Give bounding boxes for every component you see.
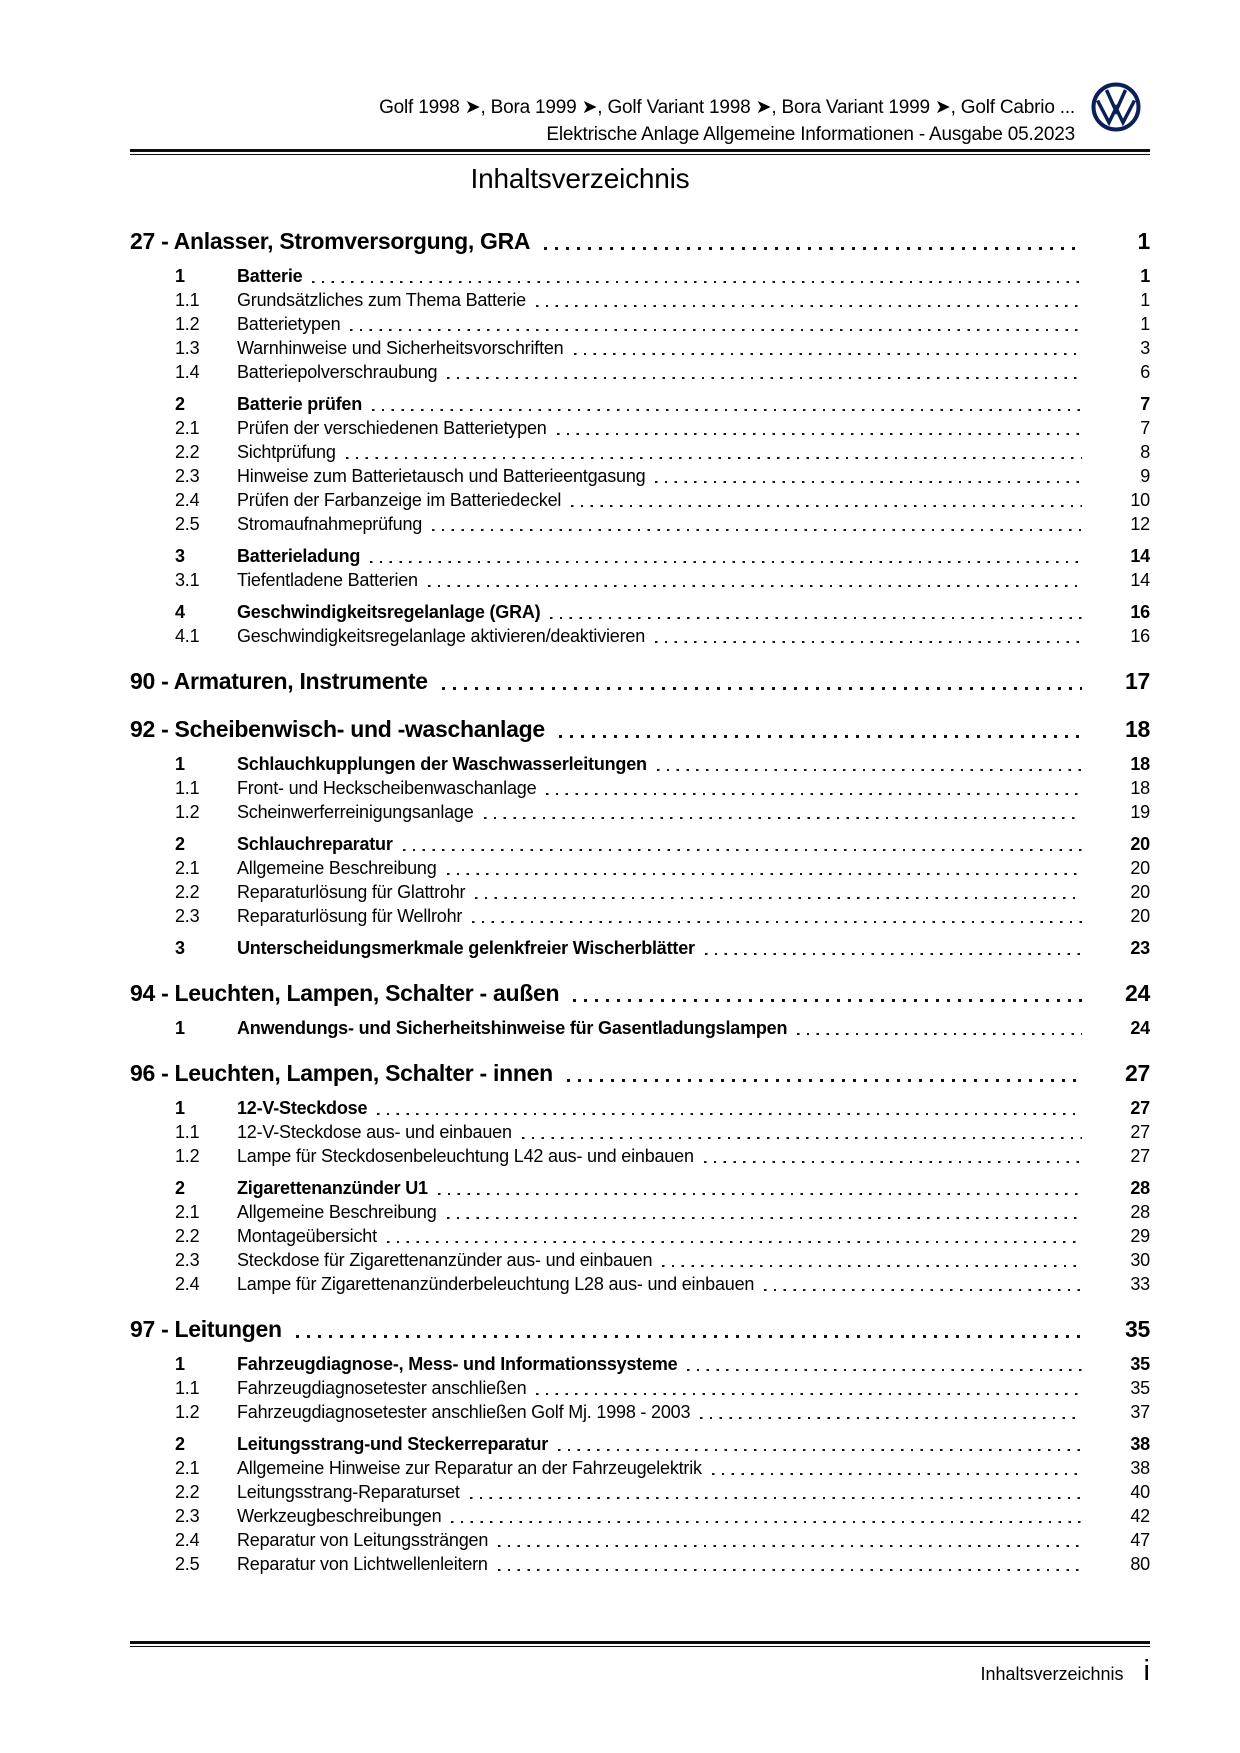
entry-page-number: 1 xyxy=(1140,314,1150,334)
toc-chapter xyxy=(130,978,1150,1040)
entry-number: 2.1 xyxy=(175,1458,200,1478)
toc-entry[interactable] xyxy=(175,1272,1150,1296)
toc-entry[interactable] xyxy=(175,1120,1150,1144)
entry-title: Allgemeine Beschreibung xyxy=(237,1202,437,1222)
dot-leader xyxy=(700,1417,1082,1419)
entry-number: 1 xyxy=(175,266,185,286)
dot-leader xyxy=(346,457,1082,459)
dot-leader xyxy=(451,1521,1082,1523)
toc-entry[interactable] xyxy=(175,1224,1150,1248)
dot-leader xyxy=(797,1033,1082,1035)
entry-number: 1.3 xyxy=(175,338,200,358)
toc-chapter-heading[interactable] xyxy=(130,666,1150,696)
dot-leader xyxy=(438,1193,1082,1195)
entry-page-number: 40 xyxy=(1130,1482,1150,1502)
header-models-line: Golf 1998 ➤, Bora 1999 ➤, Golf Variant 1998 ➤, Bora Variant 1999 ➤, Golf Cabrio ... xyxy=(379,97,1075,118)
entry-page-number: 37 xyxy=(1130,1402,1150,1422)
toc-chapter-heading[interactable] xyxy=(130,226,1150,256)
page-header xyxy=(130,94,1075,148)
dot-leader xyxy=(522,1137,1082,1139)
toc-entry[interactable] xyxy=(175,1504,1150,1528)
entry-number: 2 xyxy=(175,1434,185,1454)
toc-entry[interactable] xyxy=(175,1432,1150,1456)
entry-number: 1 xyxy=(175,1018,185,1038)
entry-page-number: 16 xyxy=(1130,602,1150,622)
toc-entry[interactable] xyxy=(175,1352,1150,1376)
toc-entry[interactable] xyxy=(175,800,1150,824)
entry-number: 2 xyxy=(175,1178,185,1198)
toc-entry[interactable] xyxy=(175,832,1150,856)
dot-leader xyxy=(536,305,1082,307)
dot-leader xyxy=(370,561,1082,563)
entry-page-number: 14 xyxy=(1130,546,1150,566)
entry-page-number: 16 xyxy=(1130,626,1150,646)
entry-page-number: 35 xyxy=(1130,1378,1150,1398)
toc-chapter xyxy=(130,714,1150,960)
toc-entry[interactable] xyxy=(175,776,1150,800)
entry-title: Fahrzeugdiagnosetester anschließen xyxy=(237,1378,527,1398)
footer-page-number: i xyxy=(1143,1655,1150,1687)
entry-page-number: 27 xyxy=(1130,1098,1150,1118)
toc-entry[interactable] xyxy=(175,1400,1150,1424)
toc-entry[interactable] xyxy=(175,1096,1150,1120)
entry-page-number: 80 xyxy=(1130,1554,1150,1574)
dot-leader xyxy=(447,377,1082,379)
toc-entry[interactable] xyxy=(175,1144,1150,1168)
entry-title: Leitungsstrang-Reparaturset xyxy=(237,1482,460,1502)
dot-leader xyxy=(574,353,1083,355)
dot-leader xyxy=(687,1369,1082,1371)
entry-page-number: 7 xyxy=(1140,418,1150,438)
entry-title: Fahrzeugdiagnosetester anschließen Golf Mj. 1998 - 2003 xyxy=(237,1402,691,1422)
entry-number: 1.1 xyxy=(175,1122,200,1142)
entry-title: Schlauchreparatur xyxy=(237,834,393,854)
entry-number: 2.4 xyxy=(175,490,200,510)
entry-number: 3 xyxy=(175,546,185,566)
entry-page-number: 35 xyxy=(1130,1354,1150,1374)
entry-page-number: 38 xyxy=(1130,1458,1150,1478)
entry-number: 1 xyxy=(175,1098,185,1118)
entry-page-number: 1 xyxy=(1140,266,1150,286)
dot-leader xyxy=(372,409,1082,411)
entry-title: Hinweise zum Batterietausch und Batterieentgasung xyxy=(237,466,646,486)
entry-number: 2.1 xyxy=(175,858,200,878)
toc-chapter-heading[interactable] xyxy=(130,978,1150,1008)
dot-leader xyxy=(544,247,1082,250)
entry-title: Prüfen der Farbanzeige im Batteriedeckel xyxy=(237,490,562,510)
entry-title: Prüfen der verschiedenen Batterietypen xyxy=(237,418,547,438)
toc-entry[interactable] xyxy=(175,936,1150,960)
toc-chapter xyxy=(130,666,1150,696)
entry-number: 1 xyxy=(175,754,185,774)
dot-leader xyxy=(550,617,1082,619)
entry-page-number: 8 xyxy=(1140,442,1150,462)
entry-number: 1 xyxy=(175,1354,185,1374)
entry-number: 2.5 xyxy=(175,1554,200,1574)
dot-leader xyxy=(470,1497,1082,1499)
page-title: Inhaltsverzeichnis xyxy=(470,163,690,194)
dot-leader xyxy=(704,1161,1082,1163)
toc-entry[interactable] xyxy=(175,1376,1150,1400)
toc-entry[interactable] xyxy=(175,416,1150,440)
entry-page-number: 19 xyxy=(1130,802,1150,822)
chapter-entries xyxy=(130,1016,1150,1040)
entry-page-number: 38 xyxy=(1130,1434,1150,1454)
entry-number: 1.2 xyxy=(175,314,200,334)
toc-entry[interactable] xyxy=(175,568,1150,592)
dot-leader xyxy=(350,329,1082,331)
dot-leader xyxy=(498,1545,1082,1547)
entry-number: 3 xyxy=(175,938,185,958)
entry-title: Anwendungs- und Sicherheitshinweise für Gasentladungslampen xyxy=(237,1018,788,1038)
dot-leader xyxy=(657,769,1082,771)
entry-page-number: 27 xyxy=(1130,1146,1150,1166)
dot-leader xyxy=(558,1449,1082,1451)
entry-title: Grundsätzliches zum Thema Batterie xyxy=(237,290,526,310)
entry-title: Schlauchkupplungen der Waschwasserleitungen xyxy=(237,754,647,774)
entry-number: 2.4 xyxy=(175,1274,200,1294)
chapter-label: 96 - Leuchten, Lampen, Schalter - innen xyxy=(130,1060,553,1086)
entry-number: 1.4 xyxy=(175,362,200,382)
entry-page-number: 30 xyxy=(1130,1250,1150,1270)
footer-divider xyxy=(130,1641,1150,1647)
entry-page-number: 12 xyxy=(1130,514,1150,534)
entry-page-number: 20 xyxy=(1130,858,1150,878)
entry-title: Werkzeugbeschreibungen xyxy=(237,1506,442,1526)
entry-number: 2.1 xyxy=(175,418,200,438)
dot-leader xyxy=(447,873,1082,875)
entry-number: 4 xyxy=(175,602,185,622)
chapter-label: 94 - Leuchten, Lampen, Schalter - außen xyxy=(130,980,560,1006)
entry-number: 1.1 xyxy=(175,778,200,798)
footer-label: Inhaltsverzeichnis xyxy=(980,1664,1124,1684)
toc-chapter xyxy=(130,1058,1150,1296)
entry-page-number: 18 xyxy=(1130,754,1150,774)
entry-title: Batterietypen xyxy=(237,314,341,334)
chapter-page-number: 18 xyxy=(1125,716,1150,742)
toc-entry[interactable] xyxy=(175,1480,1150,1504)
toc-entry[interactable] xyxy=(175,1016,1150,1040)
entry-page-number: 3 xyxy=(1140,338,1150,358)
entry-page-number: 6 xyxy=(1140,362,1150,382)
entry-page-number: 47 xyxy=(1130,1530,1150,1550)
dot-leader xyxy=(484,817,1082,819)
dot-leader xyxy=(428,585,1082,587)
toc-entry[interactable] xyxy=(175,624,1150,648)
entry-title: Scheinwerferreinigungsanlage xyxy=(237,802,474,822)
toc-chapter-heading[interactable] xyxy=(130,714,1150,744)
entry-page-number: 28 xyxy=(1130,1202,1150,1222)
dot-leader xyxy=(432,529,1082,531)
entry-title: Zigarettenanzünder U1 xyxy=(237,1178,428,1198)
dot-leader xyxy=(447,1217,1082,1219)
toc-entry[interactable] xyxy=(175,464,1150,488)
dot-leader xyxy=(764,1289,1082,1291)
entry-number: 1.2 xyxy=(175,1402,200,1422)
dot-leader xyxy=(475,897,1082,899)
entry-title: Fahrzeugdiagnose-, Mess- und Informationssysteme xyxy=(237,1354,678,1374)
toc-entry[interactable] xyxy=(175,336,1150,360)
toc-entry[interactable] xyxy=(175,440,1150,464)
toc-entry[interactable] xyxy=(175,488,1150,512)
entry-number: 4.1 xyxy=(175,626,200,646)
chapter-entries xyxy=(130,1352,1150,1576)
toc-chapter xyxy=(130,1314,1150,1576)
header-divider xyxy=(130,149,1150,155)
entry-title: Batterie prüfen xyxy=(237,394,363,414)
header-doc-line: Elektrische Anlage Allgemeine Informationen - Ausgabe 05.2023 xyxy=(546,124,1075,145)
chapter-page-number: 17 xyxy=(1125,668,1150,694)
toc-entry[interactable] xyxy=(175,544,1150,568)
entry-title: 12-V-Steckdose xyxy=(237,1098,368,1118)
entry-title: Geschwindigkeitsregelanlage (GRA) xyxy=(237,602,541,622)
dot-leader xyxy=(573,999,1082,1002)
toc-entry[interactable] xyxy=(175,856,1150,880)
dot-leader xyxy=(377,1113,1082,1115)
chapter-label: 27 - Anlasser, Stromversorgung, GRA xyxy=(130,228,531,254)
dot-leader xyxy=(546,793,1082,795)
toc-entry[interactable] xyxy=(175,1248,1150,1272)
entry-title: Reparatur von Leitungssträngen xyxy=(237,1530,489,1550)
toc-entry[interactable] xyxy=(175,1176,1150,1200)
entry-title: Allgemeine Hinweise zur Reparatur an der Fahrzeugelektrik xyxy=(237,1458,702,1478)
entry-title: Front- und Heckscheibenwaschanlage xyxy=(237,778,537,798)
vw-logo-mark xyxy=(1091,82,1141,132)
entry-number: 1.2 xyxy=(175,802,200,822)
dot-leader xyxy=(472,921,1082,923)
page-footer xyxy=(130,1655,1150,1688)
entry-number: 1.2 xyxy=(175,1146,200,1166)
toc-entry[interactable] xyxy=(175,392,1150,416)
entry-number: 2.5 xyxy=(175,514,200,534)
entry-number: 2.2 xyxy=(175,882,200,902)
entry-page-number: 27 xyxy=(1130,1122,1150,1142)
entry-number: 1.1 xyxy=(175,290,200,310)
entry-title: Batterieladung xyxy=(237,546,361,566)
dot-leader xyxy=(662,1265,1082,1267)
dot-leader xyxy=(571,505,1082,507)
dot-leader xyxy=(387,1241,1082,1243)
dot-leader xyxy=(498,1569,1082,1571)
dot-leader xyxy=(442,687,1082,690)
entry-page-number: 29 xyxy=(1130,1226,1150,1246)
entry-page-number: 14 xyxy=(1130,570,1150,590)
entry-page-number: 23 xyxy=(1130,938,1150,958)
chapter-entries xyxy=(130,264,1150,648)
entry-page-number: 10 xyxy=(1130,490,1150,510)
dot-leader xyxy=(296,1335,1082,1338)
entry-title: Reparaturlösung für Glattrohr xyxy=(237,882,466,902)
dot-leader xyxy=(559,735,1082,738)
chapter-label: 97 - Leitungen xyxy=(130,1316,282,1342)
toc-entry[interactable] xyxy=(175,1528,1150,1552)
entry-title: Unterscheidungsmerkmale gelenkfreier Wischerblätter xyxy=(237,938,695,958)
toc-entry[interactable] xyxy=(175,288,1150,312)
entry-page-number: 28 xyxy=(1130,1178,1150,1198)
dot-leader xyxy=(705,953,1082,955)
entry-title: 12-V-Steckdose aus- und einbauen xyxy=(237,1122,512,1142)
entry-page-number: 20 xyxy=(1130,882,1150,902)
toc-entry[interactable] xyxy=(175,512,1150,536)
chapter-page-number: 1 xyxy=(1137,228,1150,254)
entry-title: Allgemeine Beschreibung xyxy=(237,858,437,878)
dot-leader xyxy=(655,641,1082,643)
entry-number: 2 xyxy=(175,394,185,414)
entry-title: Lampe für Zigarettenanzünderbeleuchtung L28 aus- und einbauen xyxy=(237,1274,755,1294)
toc-chapter-heading[interactable] xyxy=(130,1058,1150,1088)
toc-entry[interactable] xyxy=(175,880,1150,904)
chapter-entries xyxy=(130,1096,1150,1296)
entry-page-number: 33 xyxy=(1130,1274,1150,1294)
entry-number: 2.3 xyxy=(175,466,200,486)
entry-title: Stromaufnahmeprüfung xyxy=(237,514,423,534)
entry-number: 1.1 xyxy=(175,1378,200,1398)
entry-page-number: 18 xyxy=(1130,778,1150,798)
chapter-label: 92 - Scheibenwisch- und -waschanlage xyxy=(130,716,545,742)
entry-number: 2.4 xyxy=(175,1530,200,1550)
toc-entry[interactable] xyxy=(175,600,1150,624)
dot-leader xyxy=(567,1079,1082,1082)
entry-page-number: 9 xyxy=(1140,466,1150,486)
toc-entry[interactable] xyxy=(175,312,1150,336)
entry-page-number: 7 xyxy=(1140,394,1150,414)
toc-entry[interactable] xyxy=(175,1456,1150,1480)
chapter-page-number: 27 xyxy=(1125,1060,1150,1086)
dot-leader xyxy=(655,481,1082,483)
entry-page-number: 1 xyxy=(1140,290,1150,310)
entry-number: 2.1 xyxy=(175,1202,200,1222)
toc-chapter-heading[interactable] xyxy=(130,1314,1150,1344)
chapter-page-number: 24 xyxy=(1125,980,1150,1006)
entry-page-number: 20 xyxy=(1130,834,1150,854)
vw-logo xyxy=(1091,82,1141,132)
dot-leader xyxy=(557,433,1082,435)
entry-number: 2.2 xyxy=(175,1226,200,1246)
entry-number: 2.3 xyxy=(175,1506,200,1526)
entry-number: 2.3 xyxy=(175,906,200,926)
entry-title: Lampe für Steckdosenbeleuchtung L42 aus- und einbauen xyxy=(237,1146,694,1166)
toc-entry[interactable] xyxy=(175,264,1150,288)
entry-title: Batteriepolverschraubung xyxy=(237,362,438,382)
dot-leader xyxy=(403,849,1082,851)
entry-title: Reparatur von Lichtwellenleitern xyxy=(237,1554,488,1574)
entry-title: Steckdose für Zigarettenanzünder aus- und einbauen xyxy=(237,1250,653,1270)
entry-page-number: 20 xyxy=(1130,906,1150,926)
entry-number: 2 xyxy=(175,834,185,854)
toc-entry[interactable] xyxy=(175,360,1150,384)
entry-title: Batterie xyxy=(237,266,303,286)
entry-number: 2.2 xyxy=(175,1482,200,1502)
toc-chapter xyxy=(130,226,1150,648)
entry-title: Sichtprüfung xyxy=(237,442,336,462)
chapter-entries xyxy=(130,752,1150,960)
chapter-page-number: 35 xyxy=(1125,1316,1150,1342)
entry-title: Tiefentladene Batterien xyxy=(237,570,418,590)
chapter-label: 90 - Armaturen, Instrumente xyxy=(130,668,428,694)
entry-number: 2.2 xyxy=(175,442,200,462)
entry-page-number: 42 xyxy=(1130,1506,1150,1526)
toc-entry[interactable] xyxy=(175,752,1150,776)
toc-entry[interactable] xyxy=(175,1200,1150,1224)
entry-title: Montageübersicht xyxy=(237,1226,377,1246)
entry-title: Warnhinweise und Sicherheitsvorschriften xyxy=(237,338,564,358)
entry-title: Geschwindigkeitsregelanlage aktivieren/deaktivieren xyxy=(237,626,646,646)
dot-leader xyxy=(312,281,1082,283)
entry-number: 2.3 xyxy=(175,1250,200,1270)
table-of-contents xyxy=(130,226,1150,1576)
dot-leader xyxy=(712,1473,1082,1475)
dot-leader xyxy=(536,1393,1082,1395)
entry-title: Reparaturlösung für Wellrohr xyxy=(237,906,463,926)
entry-title: Leitungsstrang-und Steckerreparatur xyxy=(237,1434,549,1454)
entry-page-number: 24 xyxy=(1130,1018,1150,1038)
toc-entry[interactable] xyxy=(175,904,1150,928)
entry-number: 3.1 xyxy=(175,570,200,590)
toc-entry[interactable] xyxy=(175,1552,1150,1576)
